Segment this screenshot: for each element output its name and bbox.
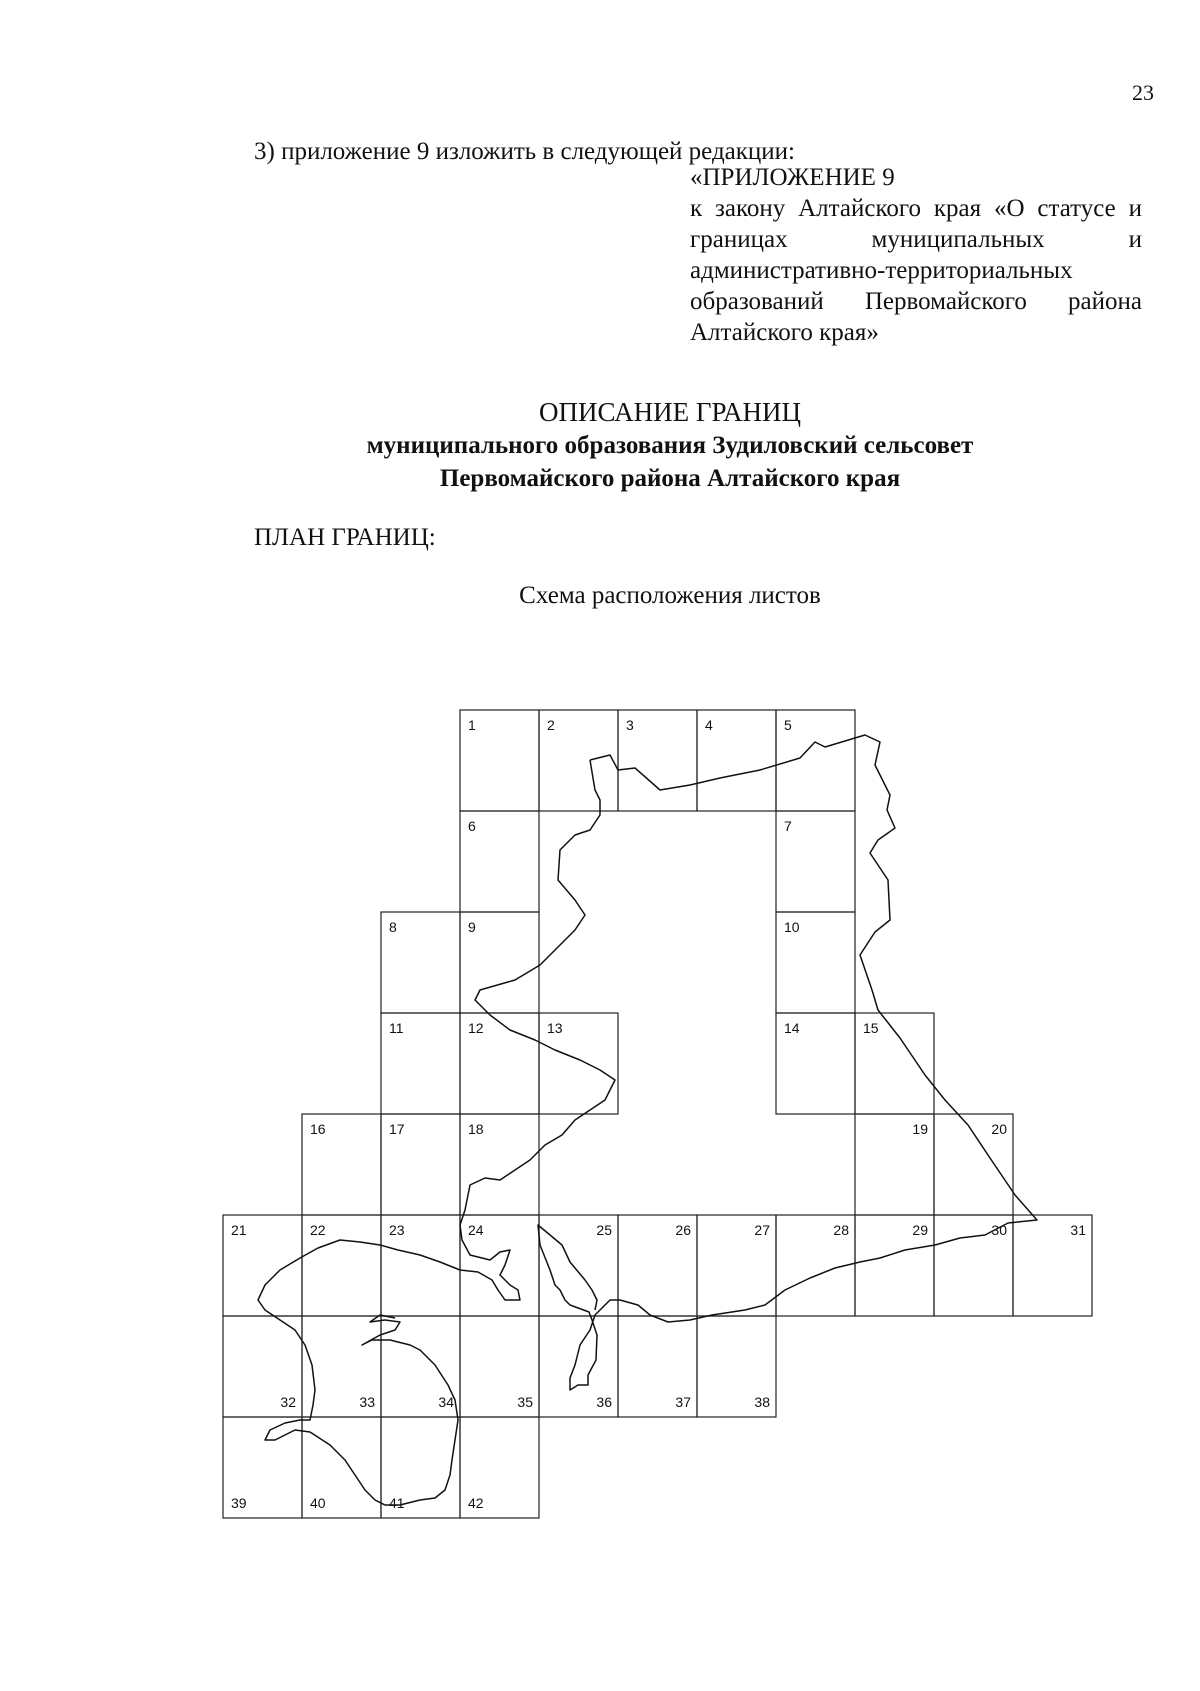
sheet-number-label: 28 xyxy=(833,1222,849,1238)
sheet-number-label: 25 xyxy=(596,1222,612,1238)
sheet-number-label: 15 xyxy=(863,1020,879,1036)
sheet-number-label: 26 xyxy=(675,1222,691,1238)
sheet-number-label: 11 xyxy=(389,1020,404,1036)
sheet-number-label: 13 xyxy=(547,1020,563,1036)
plan-label: ПЛАН ГРАНИЦ: xyxy=(254,524,436,551)
sheet-number-label: 32 xyxy=(280,1394,296,1410)
sheet-number-label: 35 xyxy=(517,1394,533,1410)
sheet-number-label: 14 xyxy=(784,1020,800,1036)
sheet-number-label: 40 xyxy=(310,1495,326,1511)
sheet-number-label: 4 xyxy=(705,717,713,733)
appendix-title: «ПРИЛОЖЕНИЕ 9 xyxy=(690,164,895,191)
description-subtitle-line1: муниципального образования Зудиловский сельсовет xyxy=(366,432,974,459)
sheet-number-label: 3 xyxy=(626,717,634,733)
sheet-number-label: 8 xyxy=(389,919,397,935)
sheet-number-label: 39 xyxy=(231,1495,247,1511)
sheet-number-label: 37 xyxy=(675,1394,691,1410)
sheet-number-label: 7 xyxy=(784,818,792,834)
scheme-title: Схема расположения листов xyxy=(519,582,821,609)
sheet-number-label: 34 xyxy=(438,1394,454,1410)
sheet-number-label: 9 xyxy=(468,919,476,935)
sheet-number-label: 36 xyxy=(596,1394,612,1410)
sheet-number-label: 41 xyxy=(389,1495,405,1511)
sheet-number-label: 23 xyxy=(389,1222,405,1238)
sheet-number-label: 38 xyxy=(754,1394,770,1410)
sheet-number-label: 31 xyxy=(1070,1222,1086,1238)
sheet-number-label: 20 xyxy=(991,1121,1007,1137)
page-number: 23 xyxy=(1132,80,1154,105)
sheet-number-label: 17 xyxy=(389,1121,405,1137)
sheet-number-label: 42 xyxy=(468,1495,484,1511)
sheet-number-label: 30 xyxy=(991,1222,1007,1238)
sheet-number-label: 10 xyxy=(784,919,800,935)
sheet-number-label: 2 xyxy=(547,717,555,733)
sheet-number-label: 5 xyxy=(784,717,792,733)
sheet-number-label: 33 xyxy=(359,1394,375,1410)
sheet-number-label: 1 xyxy=(468,717,476,733)
sheet-number-label: 22 xyxy=(310,1222,326,1238)
sheet-number-label: 21 xyxy=(231,1222,247,1238)
sheet-number-label: 6 xyxy=(468,818,476,834)
sheet-grid xyxy=(223,710,1092,1518)
sheet-number-label: 12 xyxy=(468,1020,484,1036)
sheet-number-label: 29 xyxy=(912,1222,928,1238)
sheet-number-label: 16 xyxy=(310,1121,326,1137)
sheet-number-label: 19 xyxy=(912,1121,928,1137)
sheet-number-label: 18 xyxy=(468,1121,484,1137)
sheet-number-label: 27 xyxy=(754,1222,770,1238)
appendix-body: к закону Алтайского края «О статусе и границах муниципальных и административно-территориальных образований Первомайского района Алтайского края» xyxy=(690,195,1142,346)
intro-line: 3) приложение 9 изложить в следующей редакции: xyxy=(254,138,795,165)
description-title: ОПИСАНИЕ ГРАНИЦ xyxy=(538,397,802,427)
description-subtitle-line2: Первомайского района Алтайского края xyxy=(439,465,901,492)
sheet-number-label: 24 xyxy=(468,1222,484,1238)
